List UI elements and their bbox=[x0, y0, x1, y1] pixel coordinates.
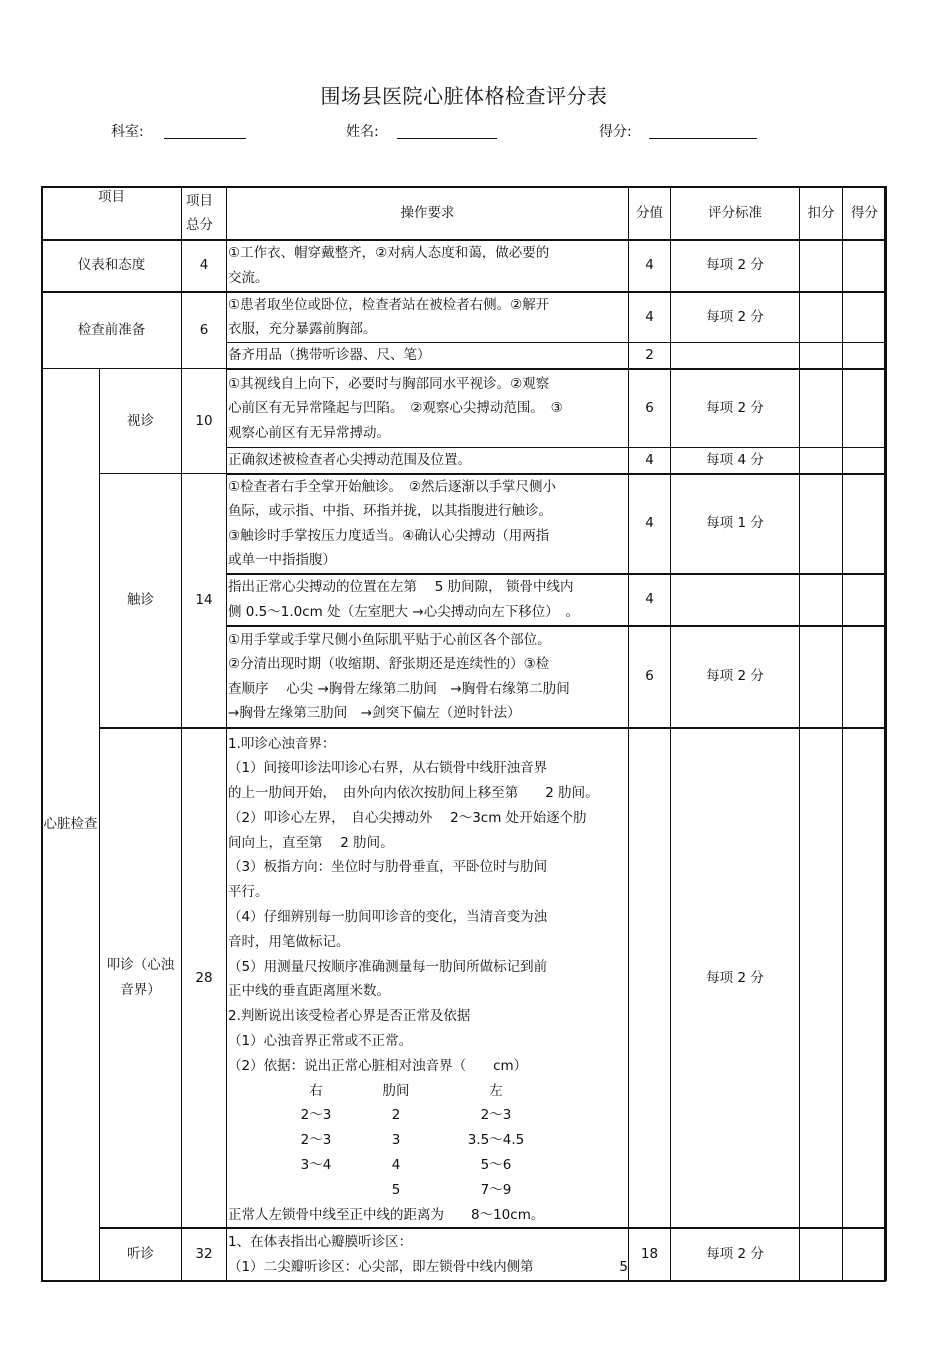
row-palpation-1 bbox=[42, 474, 887, 574]
requirement-line: （2）叩诊心左界， 自心尖搏动外 2～3cm 处开始逐个肋 bbox=[228, 809, 587, 826]
appearance-total: 4 bbox=[182, 240, 227, 292]
prep-name: 检查前准备 bbox=[42, 292, 182, 369]
dept-field[interactable] bbox=[164, 138, 246, 139]
requirement-line: 或单一中指指腹） bbox=[228, 552, 336, 568]
requirement-line: 心前区有无异常隆起与凹陷。 ②观察心尖搏动范围。 ③ bbox=[228, 400, 563, 416]
header-score: 得分 bbox=[843, 187, 887, 240]
score-cell[interactable] bbox=[843, 474, 887, 574]
deduct-cell[interactable] bbox=[800, 369, 843, 448]
requirement-line: 间向上，直至第 2 肋间。 bbox=[228, 834, 394, 851]
inspection-requirement-2: 正确叙述被检查者心尖搏动范围及位置。 bbox=[227, 448, 629, 474]
page-title: 围场县医院心脏体格检查评分表 bbox=[320, 84, 608, 108]
requirement-line: （4）仔细辨别每一肋间叩诊音的变化，当清音变为浊 bbox=[228, 909, 548, 926]
trailing-number: 5 bbox=[619, 1259, 628, 1276]
appearance-requirements bbox=[227, 240, 629, 292]
auscultation-name: 听诊 bbox=[100, 1228, 182, 1280]
score-field[interactable] bbox=[649, 138, 757, 139]
requirement-line: （2）依据：说出正常心脏相对浊音界（ cm） bbox=[228, 1057, 528, 1074]
inspection-points-1: 6 bbox=[629, 369, 671, 448]
grid-cell: 右 bbox=[309, 1082, 323, 1099]
grid-cell: 3～4 bbox=[300, 1157, 332, 1174]
deduct-cell[interactable] bbox=[800, 343, 843, 369]
header-points: 分值 bbox=[629, 187, 671, 240]
score-cell[interactable] bbox=[843, 343, 887, 369]
score-cell[interactable] bbox=[843, 240, 887, 292]
score-cell[interactable] bbox=[843, 369, 887, 448]
requirement-line: （5）用测量尺按顺序准确测量每一肋间所做标记到前 bbox=[228, 958, 548, 975]
header-row bbox=[42, 187, 887, 240]
score-label: 得分: bbox=[599, 124, 632, 140]
requirement-line: 音时，用笔做标记。 bbox=[228, 933, 350, 950]
criteria-cell bbox=[671, 574, 800, 626]
grid-cell: 5～6 bbox=[480, 1157, 512, 1174]
inspection-name: 视诊 bbox=[100, 369, 182, 474]
palpation-name: 触诊 bbox=[100, 474, 182, 728]
score-cell[interactable] bbox=[843, 292, 887, 343]
requirement-line: 查顺序 心尖 →胸骨左缘第二肋间 →胸骨右缘第二肋间 bbox=[228, 680, 570, 697]
points-cell bbox=[629, 728, 671, 1229]
palpation-points-2: 4 bbox=[629, 574, 671, 626]
requirement-line: 鱼际，或示指、中指、环指并拢，以其指腹进行触诊。 bbox=[228, 503, 552, 519]
row-prep-1 bbox=[42, 292, 887, 343]
grid-cell: 左 bbox=[489, 1082, 503, 1099]
row-inspection-1 bbox=[42, 369, 887, 448]
auscultation-total: 32 bbox=[182, 1228, 227, 1280]
requirement-line: 指出正常心尖搏动的位置在左第 5 肋间隙， 锁骨中线内 bbox=[228, 579, 574, 595]
header-requirements: 操作要求 bbox=[227, 187, 629, 240]
prep-criteria-1: 每项 2 分 bbox=[671, 292, 800, 343]
grid-cell: 肋间 bbox=[382, 1082, 410, 1099]
header-deduct: 扣分 bbox=[800, 187, 843, 240]
requirement-line: 2.判断说出该受检者心界是否正常及依据 bbox=[228, 1008, 471, 1025]
palpation-points-3: 6 bbox=[629, 626, 671, 728]
border-grid-header bbox=[276, 1079, 626, 1104]
requirement-line: （1）二尖瓣听诊区：心尖部，即左锁骨中线内侧第 bbox=[228, 1258, 534, 1275]
palpation-requirements-3 bbox=[227, 626, 629, 728]
palpation-requirements-1 bbox=[227, 474, 629, 574]
prep-requirements bbox=[227, 292, 629, 343]
prep-total: 6 bbox=[182, 292, 227, 369]
deduct-cell[interactable] bbox=[800, 240, 843, 292]
grid-cell: 2 bbox=[391, 1107, 401, 1124]
deduct-cell[interactable] bbox=[800, 728, 843, 1229]
requirement-line: （1）间接叩诊法叩诊心右界，从右锁骨中线肝浊音界 bbox=[228, 760, 548, 777]
palpation-criteria-1: 每项 1 分 bbox=[671, 474, 800, 574]
requirement-line: （3）板指方向：坐位时与肋骨垂直，平卧位时与肋间 bbox=[228, 859, 548, 876]
percussion-total: 28 bbox=[182, 728, 227, 1229]
header-item-total: 项目总分 bbox=[182, 187, 227, 240]
requirement-line: ①检查者右手全掌开始触诊。 ②然后逐渐以手掌尺侧小 bbox=[228, 478, 556, 495]
requirement-line: 衣服，充分暴露前胸部。 bbox=[228, 321, 377, 338]
requirement-line: 正中线的垂直距离厘米数。 bbox=[228, 983, 390, 1000]
deduct-cell[interactable] bbox=[800, 1228, 843, 1280]
requirement-line: ②分清出现时期（收缩期、舒张期还是连续性的）③检 bbox=[228, 656, 550, 672]
grid-cell: 7～9 bbox=[480, 1181, 512, 1198]
inspection-total: 10 bbox=[182, 369, 227, 474]
border-grid-row bbox=[276, 1153, 626, 1178]
palpation-criteria-3: 每项 2 分 bbox=[671, 626, 800, 728]
row-percussion bbox=[42, 728, 887, 1229]
requirement-line: ③触诊时手掌按压力度适当。④确认心尖搏动（用两指 bbox=[228, 527, 550, 544]
name-field[interactable] bbox=[397, 138, 497, 139]
border-grid-row bbox=[276, 1103, 626, 1128]
palpation-points-1: 4 bbox=[629, 474, 671, 574]
appearance-name: 仪表和态度 bbox=[42, 240, 182, 292]
deduct-cell[interactable] bbox=[800, 626, 843, 728]
header-criteria: 评分标准 bbox=[671, 187, 800, 240]
requirement-line: 交流。 bbox=[228, 269, 269, 286]
percussion-name: 叩诊（心浊音界） bbox=[100, 728, 182, 1229]
criteria-cell bbox=[671, 343, 800, 369]
palpation-total: 14 bbox=[182, 474, 227, 728]
dept-label: 科室: bbox=[111, 124, 144, 140]
deduct-cell[interactable] bbox=[800, 292, 843, 343]
requirement-line: （1）心浊音界正常或不正常。 bbox=[228, 1033, 413, 1050]
grid-cell: 2～3 bbox=[300, 1132, 332, 1149]
appearance-criteria: 每项 2 分 bbox=[671, 240, 800, 292]
header-item: 项目 bbox=[42, 187, 182, 240]
grid-cell: 5 bbox=[391, 1181, 401, 1198]
requirement-line: 1.叩诊心浊音界： bbox=[228, 735, 336, 752]
row-auscultation bbox=[42, 1228, 887, 1280]
requirement-line: →胸骨左缘第三肋间 →剑突下偏左（逆时针法） bbox=[228, 705, 521, 721]
prep-requirement-2: 备齐用品（携带听诊器、尺、笔） bbox=[227, 343, 629, 369]
requirement-line: 1、在体表指出心瓣膜听诊区： bbox=[228, 1234, 413, 1251]
deduct-cell[interactable] bbox=[800, 448, 843, 474]
auscultation-criteria: 每项 2 分 bbox=[671, 1228, 800, 1280]
palpation-requirements-2 bbox=[227, 574, 629, 626]
requirement-line: 正常人左锁骨中线至正中线的距离为 8～10cm。 bbox=[228, 1206, 545, 1223]
grid-cell: 3 bbox=[391, 1132, 401, 1149]
grid-cell: 3.5～4.5 bbox=[467, 1132, 525, 1149]
auscultation-requirements bbox=[227, 1228, 629, 1280]
score-cell[interactable] bbox=[843, 1228, 887, 1280]
inspection-requirements bbox=[227, 369, 629, 448]
row-appearance bbox=[42, 240, 887, 292]
prep-points-2: 2 bbox=[629, 343, 671, 369]
score-cell[interactable] bbox=[843, 574, 887, 626]
border-grid-row bbox=[276, 1178, 626, 1203]
requirement-line: 观察心前区有无异常搏动。 bbox=[228, 424, 390, 441]
requirement-line: ①工作衣、帽穿戴整齐，②对病人态度和蔼，做必要的 bbox=[228, 245, 550, 261]
inspection-points-2: 4 bbox=[629, 448, 671, 474]
deduct-cell[interactable] bbox=[800, 574, 843, 626]
requirement-line: 的上一肋间开始， 由外向内依次按肋间上移至第 2 肋间。 bbox=[228, 785, 599, 802]
grid-cell: 4 bbox=[391, 1157, 401, 1174]
inspection-criteria-2: 每项 4 分 bbox=[671, 448, 800, 474]
percussion-requirements bbox=[227, 728, 629, 1229]
appearance-points: 4 bbox=[629, 240, 671, 292]
scoring-table bbox=[41, 186, 887, 1281]
requirement-line: 侧 0.5～1.0cm 处（左室肥大 →心尖搏动向左下移位） 。 bbox=[228, 603, 579, 620]
cardiac-group-name: 心脏检查 bbox=[42, 369, 100, 1281]
percussion-criteria: 每项 2 分 bbox=[671, 728, 800, 1229]
auscultation-points: 18 bbox=[629, 1228, 671, 1280]
requirement-line: ①其视线自上向下，必要时与胸部同水平视诊。②观察 bbox=[228, 375, 550, 392]
prep-points-1: 4 bbox=[629, 292, 671, 343]
inspection-criteria-1: 每项 2 分 bbox=[671, 369, 800, 448]
score-cell[interactable] bbox=[843, 626, 887, 728]
name-label: 姓名: bbox=[346, 124, 379, 140]
score-cell[interactable] bbox=[843, 728, 887, 1229]
requirement-line: 平行。 bbox=[228, 884, 269, 901]
border-grid-row bbox=[276, 1128, 626, 1153]
score-cell[interactable] bbox=[843, 448, 887, 474]
deduct-cell[interactable] bbox=[800, 474, 843, 574]
requirement-line: ①患者取坐位或卧位，检查者站在被检者右侧。②解开 bbox=[228, 296, 550, 313]
grid-cell: 2～3 bbox=[300, 1107, 332, 1124]
grid-cell: 2～3 bbox=[480, 1107, 512, 1124]
requirement-line: ①用手掌或手掌尺侧小鱼际肌平贴于心前区各个部位。 bbox=[228, 631, 551, 648]
